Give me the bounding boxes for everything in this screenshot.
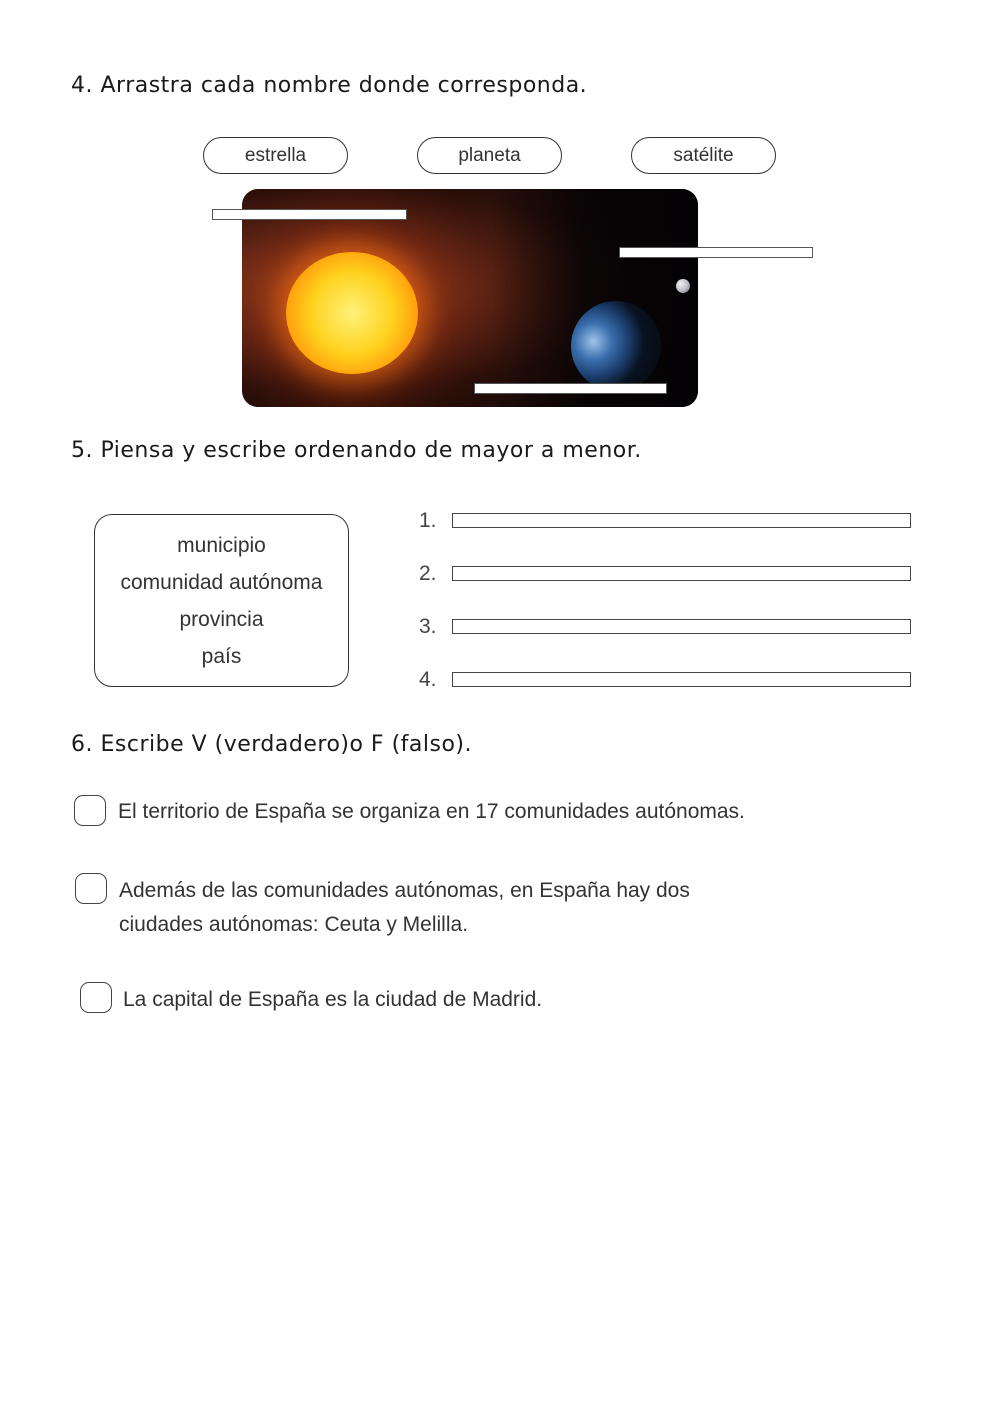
earth-illustration: [571, 301, 661, 391]
statement-1: El territorio de España se organiza en 17 comunidades autónomas.: [118, 800, 745, 823]
order-answer-field-4[interactable]: [452, 672, 911, 687]
statement-2-line-1: Además de las comunidades autónomas, en España hay dos: [119, 879, 690, 902]
moon-illustration: [676, 279, 690, 293]
order-answer-field-3[interactable]: [452, 619, 911, 634]
order-answer-field-2[interactable]: [452, 566, 911, 581]
order-number-3: 3.: [419, 615, 437, 638]
order-number-2: 2.: [419, 562, 437, 585]
section-4-heading: 4. Arrastra cada nombre donde corresponda.: [71, 73, 588, 98]
order-number-1: 1.: [419, 509, 437, 532]
true-false-box-2[interactable]: [75, 873, 107, 904]
section-5-heading: 5. Piensa y escribe ordenando de mayor a menor.: [71, 438, 642, 463]
drop-zone-earth[interactable]: [474, 383, 667, 394]
order-number-4: 4.: [419, 668, 437, 691]
word-bank-item: municipio: [177, 534, 266, 557]
word-bank-item: provincia: [179, 608, 264, 631]
word-bank-box: [94, 514, 349, 687]
drop-zone-moon[interactable]: [619, 247, 813, 258]
true-false-box-3[interactable]: [80, 982, 112, 1013]
word-chip-estrella[interactable]: estrella: [203, 137, 348, 174]
statement-3: La capital de España es la ciudad de Madrid.: [123, 988, 543, 1011]
drop-zone-sun[interactable]: [212, 209, 407, 220]
order-answer-field-1[interactable]: [452, 513, 911, 528]
word-bank-item: país: [201, 645, 242, 668]
word-chip-satelite[interactable]: satélite: [631, 137, 776, 174]
sun-illustration: [286, 252, 418, 374]
word-bank-item: comunidad autónoma: [120, 571, 323, 594]
word-chip-planeta[interactable]: planeta: [417, 137, 562, 174]
statement-2-line-2: ciudades autónomas: Ceuta y Melilla.: [119, 913, 469, 936]
section-6-heading: 6. Escribe V (verdadero)o F (falso).: [71, 732, 473, 757]
true-false-box-1[interactable]: [74, 795, 106, 826]
solar-system-image: [242, 189, 698, 407]
